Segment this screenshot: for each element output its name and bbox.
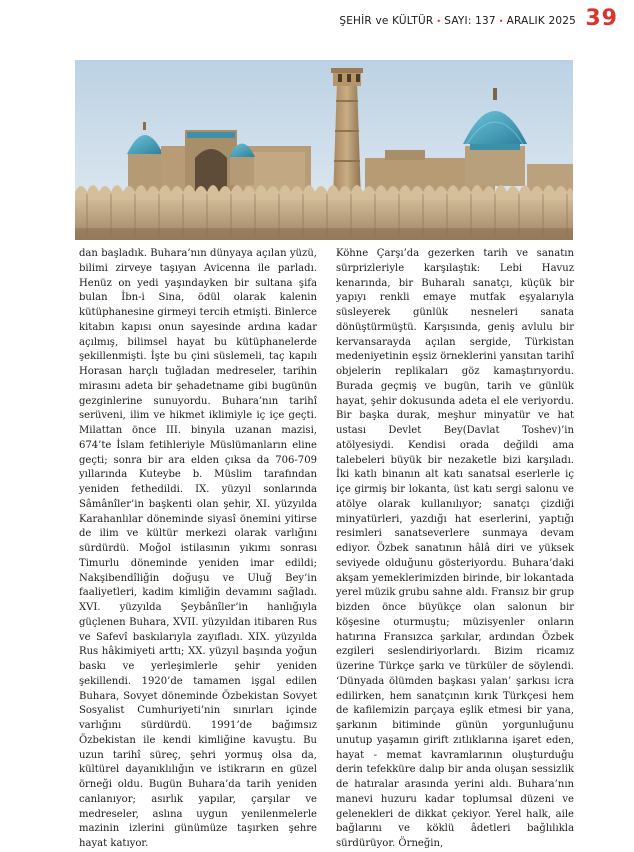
bukhara-skyline-illustration [75, 60, 573, 240]
page-number: 39 [585, 6, 618, 31]
bukhara-photo [75, 60, 573, 240]
article-column-right [336, 247, 574, 852]
issue-number: SAYI: 137 [444, 15, 496, 27]
separator-dot: • [498, 17, 504, 26]
article-body [75, 247, 574, 849]
separator-dot: • [436, 17, 442, 26]
left-column-text: dan başladık. Buhara’nın dünyaya açılan yüzü, bilimi zirveye taşıyan Avicenna ile parladı. Henüz on yedi yaşındayken bir sultana şifa bulan İbn-i Sina, ödül olarak kalenin kütüphanesine girmeyi tercih etmişti. Binlerce kitabın kapısı onun sayesinde ardına kadar açılmış, bilimsel hayat bu kütüphanelerde şekillenmişti. İşte bu çini süslemeli, taç kapılı Horasan harçlı tuğladan medreseler, tarihin mirasını adeta bir şehadetname gibi bugünün gezginlerine sunuyordu. Buhara’nın tarihî serüveni, ilim ve hikmet iklimiyle iç içe geçti. Milattan önce III. binyıla uzanan mazisi, 674’te İslam fetihleriyle Müslümanların eline geçti; sonra bir ara elden çıksa da 706-709 yıllarında Kuteybe b. Müslim tarafından yeniden fethedildi. IX. yüzyıl sonlarında Sâmânîler’in başkenti olan şehir, XI. yüzyılda Karahanlılar döneminde siyasî önemini yitirse de ilim ve kültür merkezi olarak varlığını sürdürdü. Moğol istilasının yıkımı sonrası Timurlu döneminde yeniden imar edildi; Nakşibendîliğin doğuşu ve Uluğ Bey’in faaliyetleri, kadim kimliğin devamını sağladı. XVI. yüzyılda Şeybânîler’in hanlığıyla güçlenen Buhara, XVII. yüzyıldan itibaren Rus ve Safevî baskılarıyla zayıfladı. XIX. yüzyılda Rus hâkimiyeti arttı; XX. yüzyıl başında yoğun baskı ve yerleşimlerle şehir yeniden şekillendi. 1920’de tamamen işgal edilen Buhara, Sovyet döneminde Özbekistan Sovyet Sosyalist Cumhuriyeti’nin sınırları içinde varlığını sürdürdü. 1991’de bağımsız Özbekistan ile kendi kimliğine kavuştu. Bu uzun tarihî süreç, şehri yormuş olsa da, kültürel dayanıklılığın ve istikrarın en güzel örneği oldu. Bugün Buhara’da tarih yeniden canlanıyor; asırlık yapılar, çarşılar ve medreseler, aslına uygun yenilenmelerle mazinin izlerini günümüze taşırken şehre hayat katıyor. [79, 248, 317, 849]
article-column-left [79, 247, 317, 852]
magazine-name: ŞEHİR ve KÜLTÜR [339, 15, 434, 27]
issue-date: ARALIK 2025 [506, 15, 576, 27]
right-column-text: Köhne Çarşı’da gezerken tarih ve sanatın sürprizleriyle karşılaştık: Lebi Havuz kenarında, bir Buharalı sanatçı, küçük bir yapıyı renkli emaye mutfak eşyalarıyla süsleyerek günlük nesneleri sanata dönüştürmüştü. Karşısında, geniş avlulu bir kervansarayda açılan sergide, Türkistan medeniyetinin eşsiz örneklerini yansıtan tarihî objelerin replikaları göz kamaştırıyordu. Burada geçmiş ve bugün, tarih ve günlük hayat, şehir dokusunda adeta el ele veriyordu. Bir başka durak, meşhur minyatür ve hat ustası Devlet Bey(Davlat Toshev)’in atölyesiydi. Kendisi orada değildi ama talebeleri büyük bir nezaketle bizi karşıladı. İki katlı binanın alt katı sanatsal eserlerle iç içe girmiş bir lokanta, üst katı sergi salonu ve atölye olarak kullanılıyor; sanatçı çizdiği minyatürleri, yazdığı hat eserlerini, yaptığı resimleri sanatseverlere sunmaya devam ediyor. Özbek sanatının hâlâ diri ve yüksek seviyede olduğunu gösteriyordu. Buhara’daki akşam yemeklerimizden birinde, bir lokantada yerel müzik grubu sahne aldı. Fransız bir grup bizden önce büyükçe olan salonun bir köşesine oturmuştu; müzisyenler onların hatırına Fransızca şarkılar, ardından Özbek ezgileri seslendiriyorlardı. Bizim ricamız üzerine Türkçe şarkı ve türküler de söylendi. ‘Dünyada ölümden başkası yalan’ şarkısı icra edilirken, hem sanatçının kırık Türkçesi hem de kafilemizin parçaya eşlik etmesi bir yana, şarkının bitiminde günün yorgunluğunu unutup yaşamın girift zıtlıklarına işaret eden, hayat - memat kavramlarının oluşturduğu derin tefekküre dalıp bir anda oluşan sessizlik de hatıralar arasında yerini aldı. Buhara’nın manevi huzuru kadar toplumsal düzeni ve gelenekleri de dikkat çekiyor. Yerel halk, aile bağlarını ve köklü âdetleri bağlılıkla sürdürüyor. Örneğin, [336, 248, 574, 849]
running-header [300, 10, 576, 32]
adobe-wall [75, 185, 573, 240]
